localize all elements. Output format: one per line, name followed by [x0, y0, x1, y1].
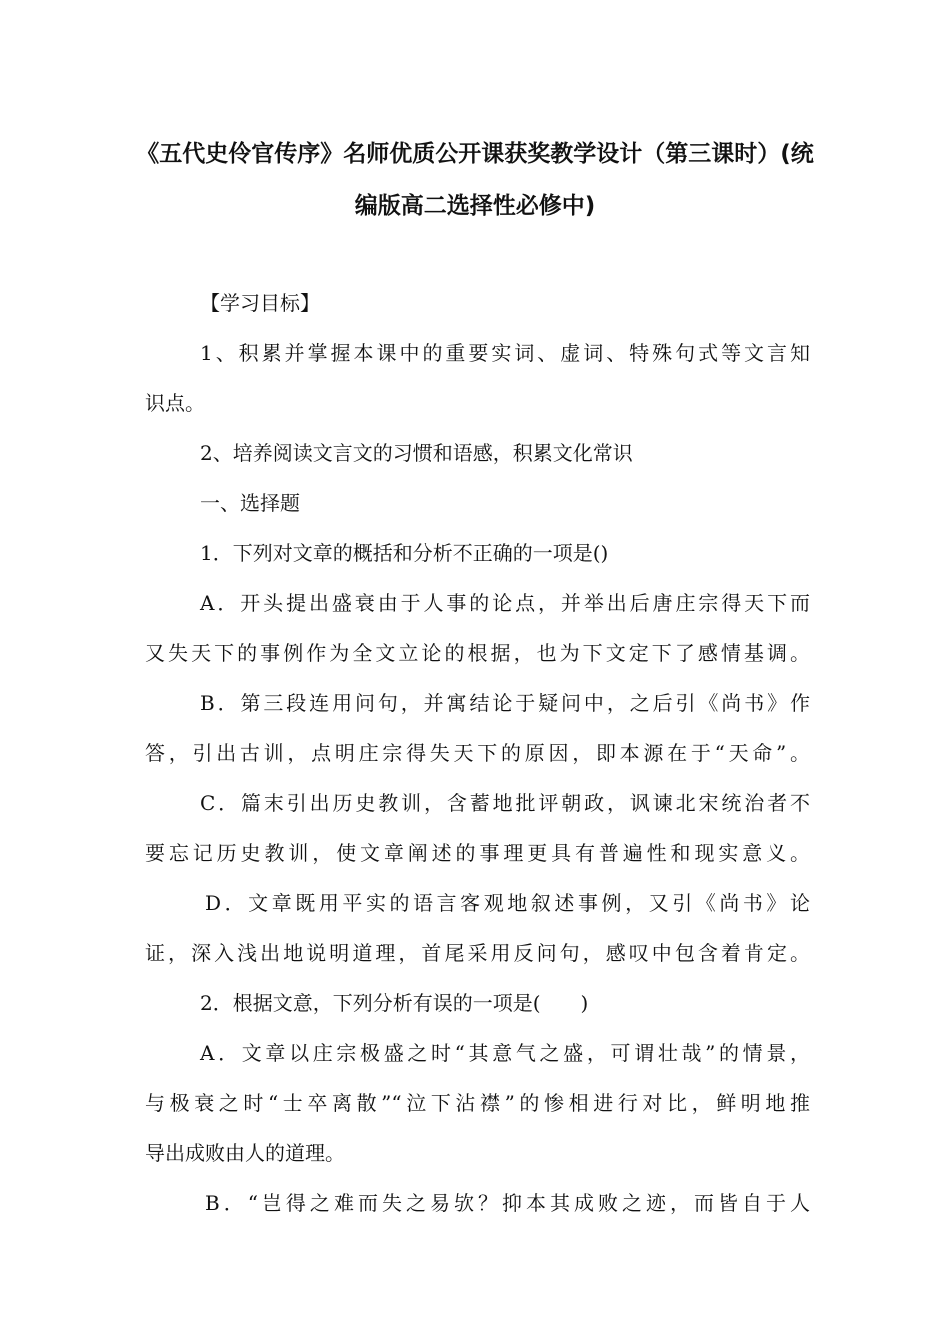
q1-option-b-line-2: 答，引出古训，点明庄宗得失天下的原因，即本源在于“天命”。	[145, 741, 810, 765]
q2-option-a-line-1: A．文章以庄宗极盛之时“其意气之盛，可谓壮哉”的情景，	[200, 1041, 810, 1065]
q2-option-a-line-3: 导出成败由人的道理。	[145, 1141, 345, 1165]
objective-2-line-1: 2、培养阅读文言文的习惯和语感，积累文化常识	[200, 441, 633, 465]
document-body	[145, 278, 810, 1228]
objective-1-line-1: 1、积累并掌握本课中的重要实词、虚词、特殊句式等文言知	[200, 341, 810, 365]
q1-option-a-line-1: A．开头提出盛衰由于人事的论点，并举出后唐庄宗得天下而	[200, 591, 810, 615]
question-1-stem: 1．下列对文章的概括和分析不正确的一项是()	[200, 541, 609, 565]
title-line-2: 编版高二选择性必修中)	[354, 193, 596, 219]
objective-1-line-2: 识点。	[145, 391, 205, 415]
q1-option-c-line-2: 要忘记历史教训，使文章阐述的事理更具有普遍性和现实意义。	[145, 841, 810, 865]
q2-option-a-line-2: 与极衰之时“士卒离散”“泣下沾襟”的惨相进行对比，鲜明地推	[145, 1091, 810, 1115]
title-line-1: 《五代史伶官传序》名师优质公开课获奖教学设计（第三课时）(统	[136, 141, 814, 167]
section-heading: 一、选择题	[200, 491, 300, 515]
q1-option-b-line-1: B．第三段连用问句，并寓结论于疑问中，之后引《尚书》作	[200, 691, 810, 715]
document-title	[120, 128, 830, 232]
question-2-stem: 2．根据文意，下列分析有误的一项是( )	[200, 991, 589, 1015]
q1-option-c-line-1: C．篇末引出历史教训，含蓄地批评朝政，讽谏北宋统治者不	[200, 791, 810, 815]
q1-option-a-line-2: 又失天下的事例作为全文立论的根据，也为下文定下了感情基调。	[145, 641, 810, 665]
objectives-heading: 【学习目标】	[200, 291, 320, 315]
q1-option-d-line-2: 证，深入浅出地说明道理，首尾采用反问句，感叹中包含着肯定。	[145, 941, 810, 965]
q2-option-b-line-1: B．“岂得之难而失之易欤？抑本其成败之迹，而皆自于人	[205, 1191, 810, 1215]
q1-option-d-line-1: D．文章既用平实的语言客观地叙述事例，又引《尚书》论	[205, 891, 810, 915]
